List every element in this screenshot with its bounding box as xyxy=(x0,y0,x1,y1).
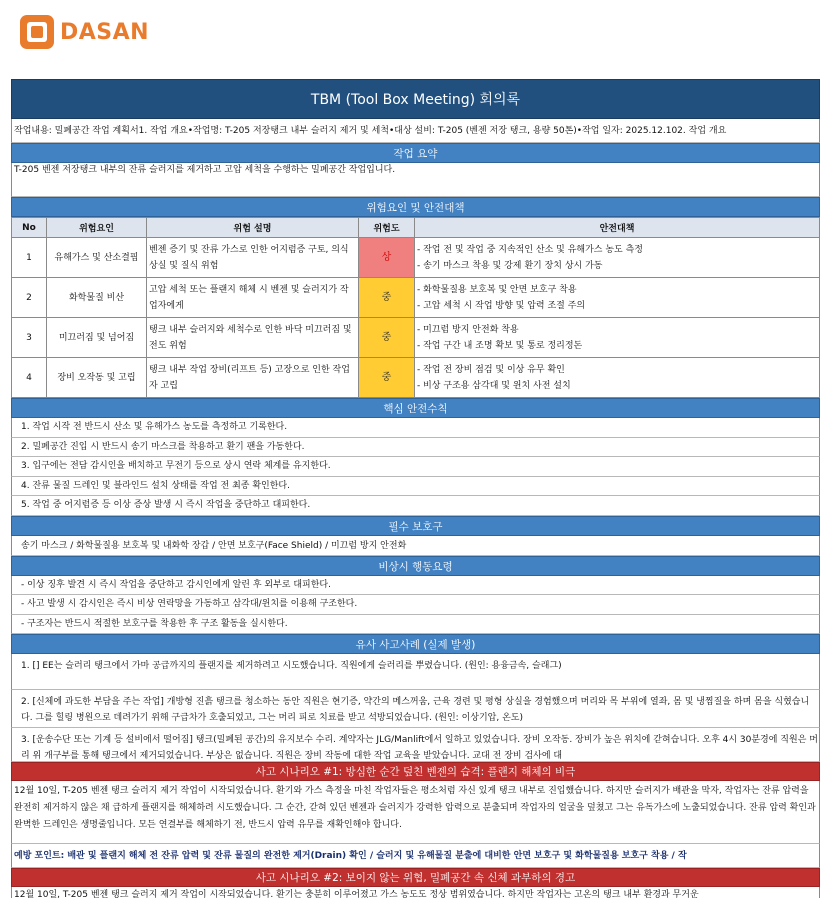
risk-level: 중 xyxy=(359,358,415,398)
list-item: - 이상 징후 발견 시 즉시 작업을 중단하고 감시인에게 알린 후 외부로 대피한다. xyxy=(11,576,820,596)
risk-desc: 벤젠 증기 및 잔류 가스로 인한 어지럼증 구토, 의식 상실 및 질식 위험 xyxy=(147,238,359,278)
col-no: No xyxy=(12,218,47,238)
risks-header: 위험요인 및 안전대책 xyxy=(11,197,820,217)
risk-level: 중 xyxy=(359,278,415,318)
scenario2-text: 12월 10일, T-205 벤젠 탱크 슬러지 제거 작업이 시작되었습니다. 환기는 충분히 이루어졌고 가스 농도도 정상 범위였습니다. 하지만 작업자는 고온의 탱크 내부 환경과 무거운 xyxy=(11,887,820,898)
list-item: 1. 작업 시작 전 반드시 산소 및 유해가스 농도를 측정하고 기록한다. xyxy=(11,418,820,438)
dasan-logo-icon xyxy=(18,13,56,51)
list-item: 3. 입구에는 전담 감시인을 배치하고 무전기 등으로 상시 연락 체계를 유지한다. xyxy=(11,457,820,477)
list-item: 1. [] EE는 슬러리 탱크에서 가마 공급까지의 플랜지를 제거하려고 시도했습니다. 직원에게 슬러리를 뿌렸습니다. (원인: 용융금속, 슬래그) xyxy=(11,654,820,690)
risk-no: 3 xyxy=(12,318,47,358)
risk-factor: 미끄러짐 및 넘어짐 xyxy=(47,318,147,358)
risk-level: 상 xyxy=(359,238,415,278)
summary-header: 작업 요약 xyxy=(11,143,820,163)
table-row xyxy=(12,278,820,318)
risk-factor: 유해가스 및 산소결핍 xyxy=(47,238,147,278)
scenario1-prevention: 예방 포인트: 배관 및 플랜지 해체 전 잔류 압력 및 잔류 물질의 완전한 제거(Drain) 확인 / 슬러지 및 유해물질 분출에 대비한 안면 보호구 및 화학물질용 보호구 착용 / 작 xyxy=(11,844,820,868)
list-item: 5. 작업 중 어지럼증 등 이상 증상 발생 시 즉시 작업을 중단하고 대피한다. xyxy=(11,496,820,516)
col-desc: 위험 설명 xyxy=(147,218,359,238)
risk-desc: 탱크 내부 작업 장비(리프트 등) 고장으로 인한 작업자 고립 xyxy=(147,358,359,398)
risk-desc: 고압 세척 또는 플랜지 해체 시 벤젠 및 슬러지가 작업자에게 xyxy=(147,278,359,318)
ppe-text: 송기 마스크 / 화학물질용 보호복 및 내화학 장갑 / 안면 보호구(Face Shield) / 미끄럼 방지 안전화 xyxy=(11,536,820,556)
measure-line: - 작업 전 장비 점검 및 이상 유무 확인 xyxy=(417,364,565,375)
tbm-sheet xyxy=(11,79,820,898)
list-item: - 사고 발생 시 감시인은 즉시 비상 연락망을 가동하고 삼각대/윈치를 이용해 구조한다. xyxy=(11,595,820,615)
risk-measure xyxy=(415,358,820,398)
page-title: TBM (Tool Box Meeting) 회의록 xyxy=(11,79,820,119)
risk-measure xyxy=(415,318,820,358)
list-item: 2. 밀폐공간 진입 시 반드시 송기 마스크를 착용하고 환기 팬을 가동한다. xyxy=(11,438,820,458)
measure-line: - 미끄럼 방지 안전화 착용 xyxy=(417,324,519,335)
risk-no: 1 xyxy=(12,238,47,278)
measure-line: - 작업 구간 내 조명 확보 및 통로 정리정돈 xyxy=(417,340,583,351)
risk-no: 4 xyxy=(12,358,47,398)
table-row xyxy=(12,318,820,358)
work-content: 작업내용: 밀폐공간 작업 계획서1. 작업 개요•작업명: T-205 저장탱크 내부 슬러지 제거 및 세척•대상 설비: T-205 (벤젠 저장 탱크, 용량 50톤)•작업 일자: 2025.12.102. 작업 개요 xyxy=(11,119,820,143)
risk-no: 2 xyxy=(12,278,47,318)
measure-line: - 비상 구조용 삼각대 및 윈치 사전 설치 xyxy=(417,380,571,391)
risk-table-header xyxy=(12,218,820,238)
risk-factor: 장비 오작동 및 고립 xyxy=(47,358,147,398)
logo-text: DASAN xyxy=(60,19,150,45)
measure-line: - 고압 세척 시 작업 방향 및 압력 조절 주의 xyxy=(417,300,586,311)
list-item: 4. 잔류 물질 드레인 및 블라인드 설치 상태를 작업 전 최종 확인한다. xyxy=(11,477,820,497)
list-item: 3. [운송수단 또는 기계 등 설비에서 떨어짐] 탱크(밀폐된 공간)의 유지보수 수리. 계약자는 JLG/Manlift에서 일하고 있었습니다. 장비 오작동. 장비가 높은 위치에 갇혀습니다. 오후 4시 30분경에 직원은 머리 위 개구부를 통해 탱크에서 제거되었습니다. 부상은 없습니다. 직원은 장비 작동에 대한 작업 교육을 받았습니다. 교대 전 장비 검사에 대 xyxy=(11,728,820,762)
company-logo xyxy=(18,12,149,52)
scenario2-header: 사고 시나리오 #2: 보이지 않는 위협, 밀폐공간 속 신체 과부하의 경고 xyxy=(11,868,820,887)
measure-line: - 화학물질용 보호복 및 안면 보호구 착용 xyxy=(417,284,577,295)
emergency-header: 비상시 행동요령 xyxy=(11,556,820,576)
risk-measure xyxy=(415,238,820,278)
summary-text: T-205 벤젠 저장탱크 내부의 잔류 슬러지를 제거하고 고압 세척을 수행하는 밀폐공간 작업입니다. xyxy=(11,163,820,197)
risk-desc: 탱크 내부 슬러지와 세척수로 인한 바닥 미끄러짐 및 전도 위험 xyxy=(147,318,359,358)
scenario1-header: 사고 시나리오 #1: 방심한 순간 덮친 벤젠의 습격: 플랜지 해체의 비극 xyxy=(11,762,820,781)
core-rules-header: 핵심 안전수칙 xyxy=(11,398,820,418)
ppe-header: 필수 보호구 xyxy=(11,516,820,536)
cases-header: 유사 사고사례 (실제 발생) xyxy=(11,634,820,654)
risk-factor: 화학물질 비산 xyxy=(47,278,147,318)
scenario1-text: 12월 10일, T-205 벤젠 탱크 슬러지 제거 작업이 시작되었습니다. 환기와 가스 측정을 마친 작업자들은 평소처럼 자신 있게 탱크 내부로 진입했습니다. 하지만 슬러지가 배관을 막자, 작업자는 잔류 압력을 완전히 제거하지 않은 채 급하게 플랜지를 해체하려 시도했습니다. 그 순간, 갇혀 있던 벤젠과 슬러지가 강력한 압력으로 분출되며 작업자의 얼굴을 덮쳤고 그는 유독가스에 노출되었습니다. 잔류 압력 확인과 완벽한 드레인은 생명줄입니다. 모든 연결부를 해체하기 전, 반드시 압력 유무를 재확인해야 합니다. xyxy=(11,781,820,844)
measure-line: - 작업 전 및 작업 중 지속적인 산소 및 유해가스 농도 측정 xyxy=(417,244,643,255)
col-factor: 위험요인 xyxy=(47,218,147,238)
col-level: 위험도 xyxy=(359,218,415,238)
risk-table xyxy=(11,217,820,398)
table-row xyxy=(12,358,820,398)
list-item: 2. [신체에 과도한 부담을 주는 작업] 개방형 진흙 탱크를 청소하는 동안 직원은 현기증, 약간의 메스꺼움, 근육 경련 및 평형 상실을 경험했으며 머리와 목 부위에 열좌, 몸 및 냉찜질을 하며 몸을 식혔습니다. 그를 힐링 병원으로 데려가기 위해 구급차가 호출되었고, 그는 머리 피로 치료를 받고 석방되었습니다. (원인: 이상기압, 온도) xyxy=(11,690,820,728)
risk-measure xyxy=(415,278,820,318)
table-row xyxy=(12,238,820,278)
col-measure: 안전대책 xyxy=(415,218,820,238)
risk-level: 중 xyxy=(359,318,415,358)
list-item: - 구조자는 반드시 적절한 보호구를 착용한 후 구조 활동을 실시한다. xyxy=(11,615,820,635)
measure-line: - 송기 마스크 착용 및 강제 환기 장치 상시 가동 xyxy=(417,260,603,271)
